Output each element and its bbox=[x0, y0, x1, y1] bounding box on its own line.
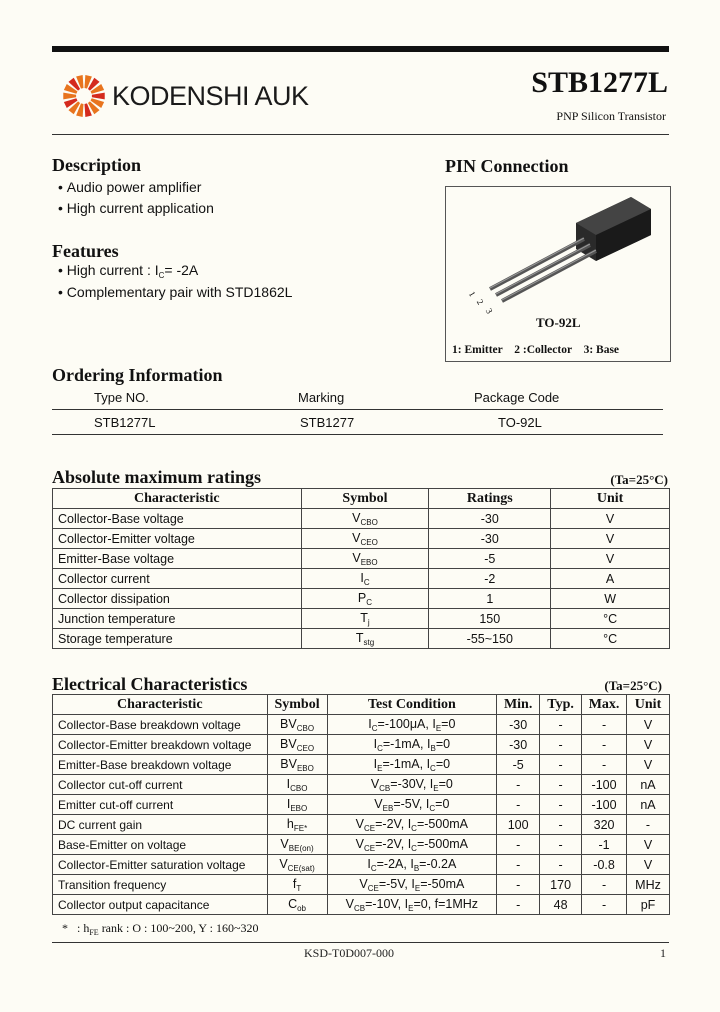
characteristic-cell: Emitter-Base breakdown voltage bbox=[53, 755, 268, 775]
symbol-cell: $BV_{CEO}$ bbox=[267, 735, 327, 755]
features-title: Features bbox=[52, 241, 119, 261]
ordering-package-value: TO-92L bbox=[498, 415, 542, 430]
column-header: Characteristic bbox=[53, 695, 268, 715]
table-row bbox=[53, 715, 670, 735]
abs-max-table bbox=[52, 488, 670, 649]
rating-cell: 1 bbox=[429, 589, 551, 609]
table-row bbox=[53, 549, 670, 569]
unit-cell: V bbox=[627, 715, 670, 735]
company-logo bbox=[62, 78, 309, 114]
min-cell: - bbox=[497, 835, 540, 855]
table-row bbox=[53, 589, 670, 609]
characteristic-cell: Base-Emitter on voltage bbox=[53, 835, 268, 855]
table-row bbox=[53, 815, 670, 835]
typ-cell: - bbox=[540, 855, 582, 875]
table-row bbox=[53, 875, 670, 895]
test-condition-cell: $V_{CE}=-2V$, $I_C=-500mA$ bbox=[327, 835, 497, 855]
max-cell: -1 bbox=[582, 835, 627, 855]
test-condition-cell: $I_C=-100\mu A$, $I_E=0$ bbox=[327, 715, 497, 735]
unit-cell: MHz bbox=[627, 875, 670, 895]
max-cell: - bbox=[582, 895, 627, 915]
ordering-marking-value: STB1277 bbox=[300, 415, 355, 430]
rating-cell: -2 bbox=[429, 569, 551, 589]
table-row bbox=[53, 835, 670, 855]
symbol-cell: $I_{CBO}$ bbox=[267, 775, 327, 795]
brand-name: KODENSHI AUK bbox=[112, 80, 309, 111]
symbol-cell: $h_{FE*}$ bbox=[267, 815, 327, 835]
part-subtitle: PNP Silicon Transistor bbox=[556, 109, 666, 123]
unit-cell: pF bbox=[627, 895, 670, 915]
test-condition-cell: $V_{EB}=-5V$, $I_C=0$ bbox=[327, 795, 497, 815]
min-cell: -5 bbox=[497, 755, 540, 775]
table-row bbox=[53, 629, 670, 649]
characteristic-cell: Storage temperature bbox=[53, 629, 302, 649]
characteristic-cell: Collector cut-off current bbox=[53, 775, 268, 795]
column-header: Symbol bbox=[267, 695, 327, 715]
table-header-row bbox=[53, 695, 670, 715]
column-header: Characteristic bbox=[53, 489, 302, 509]
min-cell: -30 bbox=[497, 735, 540, 755]
min-cell: - bbox=[497, 875, 540, 895]
table-header-row bbox=[53, 489, 670, 509]
typ-cell: - bbox=[540, 715, 582, 735]
test-condition-cell: $I_E=-1mA$, $I_C=0$ bbox=[327, 755, 497, 775]
characteristic-cell: Transition frequency bbox=[53, 875, 268, 895]
characteristic-cell: Junction temperature bbox=[53, 609, 302, 629]
typ-cell: - bbox=[540, 835, 582, 855]
pin-number: 1 bbox=[466, 289, 478, 299]
document-number: KSD-T0D007-000 bbox=[304, 946, 394, 960]
unit-cell: V bbox=[551, 549, 670, 569]
typ-cell: - bbox=[540, 755, 582, 775]
header-divider bbox=[52, 134, 669, 135]
elec-condition: (Ta=25°C) bbox=[604, 678, 662, 693]
table-row bbox=[53, 529, 670, 549]
table-row bbox=[53, 569, 670, 589]
footer-divider bbox=[52, 942, 669, 943]
test-condition-cell: $I_C=-1mA$, $I_B=0$ bbox=[327, 735, 497, 755]
symbol-cell: $C_{ob}$ bbox=[267, 895, 327, 915]
table-row bbox=[53, 755, 670, 775]
unit-cell: °C bbox=[551, 629, 670, 649]
min-cell: 100 bbox=[497, 815, 540, 835]
column-header: Max. bbox=[582, 695, 627, 715]
unit-cell: V bbox=[627, 755, 670, 775]
test-condition-cell: $V_{CE}=-5V$, $I_E=-50mA$ bbox=[327, 875, 497, 895]
test-condition-cell: $V_{CB}=-10V$, $I_E=0$, f=1MHz bbox=[327, 895, 497, 915]
unit-cell: A bbox=[551, 569, 670, 589]
characteristic-cell: Collector-Emitter saturation voltage bbox=[53, 855, 268, 875]
ordering-title: Ordering Information bbox=[52, 365, 223, 385]
part-number: STB1277L bbox=[531, 66, 668, 99]
unit-cell: V bbox=[551, 509, 670, 529]
symbol-cell: $BV_{EBO}$ bbox=[267, 755, 327, 775]
rating-cell: -5 bbox=[429, 549, 551, 569]
list-item: • High current : $I_C= -2A$ bbox=[58, 262, 292, 284]
symbol-cell: $V_{CEO}$ bbox=[301, 529, 429, 549]
top-rule bbox=[52, 46, 669, 52]
characteristic-cell: Collector output capacitance bbox=[53, 895, 268, 915]
pin-connection-title: PIN Connection bbox=[445, 156, 569, 176]
table-row bbox=[53, 795, 670, 815]
ordering-col-marking: Marking bbox=[298, 390, 345, 405]
max-cell: - bbox=[582, 715, 627, 735]
column-header: Unit bbox=[627, 695, 670, 715]
characteristic-cell: Collector-Base breakdown voltage bbox=[53, 715, 268, 735]
characteristic-cell: Emitter cut-off current bbox=[53, 795, 268, 815]
unit-cell: V bbox=[551, 529, 670, 549]
max-cell: - bbox=[582, 755, 627, 775]
page-number: 1 bbox=[660, 946, 666, 960]
column-header: Test Condition bbox=[327, 695, 497, 715]
unit-cell: °C bbox=[551, 609, 670, 629]
symbol-cell: $T_{stg}$ bbox=[301, 629, 429, 649]
table-row bbox=[53, 509, 670, 529]
table-row bbox=[53, 609, 670, 629]
min-cell: - bbox=[497, 775, 540, 795]
min-cell: -30 bbox=[497, 715, 540, 735]
list-item: • High current application bbox=[58, 198, 214, 219]
column-header: Unit bbox=[551, 489, 670, 509]
features-list bbox=[58, 262, 292, 301]
max-cell: - bbox=[582, 875, 627, 895]
column-header: Ratings bbox=[429, 489, 551, 509]
ordering-type-value: STB1277L bbox=[94, 415, 156, 430]
typ-cell: - bbox=[540, 815, 582, 835]
description-list bbox=[58, 177, 214, 219]
symbol-cell: $f_T$ bbox=[267, 875, 327, 895]
unit-cell: V bbox=[627, 855, 670, 875]
symbol-cell: $T_j$ bbox=[301, 609, 429, 629]
column-header: Symbol bbox=[301, 489, 429, 509]
list-item: • Audio power amplifier bbox=[58, 177, 214, 198]
table-row bbox=[53, 775, 670, 795]
table-row bbox=[53, 895, 670, 915]
max-cell: 320 bbox=[582, 815, 627, 835]
test-condition-cell: $V_{CB}=-30V$, $I_E=0$ bbox=[327, 775, 497, 795]
test-condition-cell: $V_{CE}=-2V$, $I_C=-500mA$ bbox=[327, 815, 497, 835]
min-cell: - bbox=[497, 795, 540, 815]
pin-diagram-box bbox=[445, 186, 671, 362]
pin-legend: 1: Emitter 2 :Collector 3: Base bbox=[452, 344, 620, 356]
sunburst-logo-icon bbox=[62, 74, 106, 118]
unit-cell: V bbox=[627, 835, 670, 855]
typ-cell: - bbox=[540, 795, 582, 815]
characteristic-cell: Collector-Emitter voltage bbox=[53, 529, 302, 549]
characteristic-cell: DC current gain bbox=[53, 815, 268, 835]
rating-cell: -30 bbox=[429, 529, 551, 549]
rating-cell: -55~150 bbox=[429, 629, 551, 649]
pin-number: 3 bbox=[483, 306, 495, 316]
characteristic-cell: Collector-Emitter breakdown voltage bbox=[53, 735, 268, 755]
max-cell: -100 bbox=[582, 795, 627, 815]
description-title: Description bbox=[52, 155, 141, 175]
pin-number: 2 bbox=[474, 297, 486, 307]
ordering-col-type: Type NO. bbox=[94, 390, 149, 405]
transistor-package-icon bbox=[446, 187, 670, 361]
characteristic-cell: Collector-Base voltage bbox=[53, 509, 302, 529]
typ-cell: 170 bbox=[540, 875, 582, 895]
rating-cell: -30 bbox=[429, 509, 551, 529]
unit-cell: nA bbox=[627, 795, 670, 815]
abs-max-title: Absolute maximum ratings bbox=[52, 467, 262, 487]
symbol-cell: $BV_{CBO}$ bbox=[267, 715, 327, 735]
symbol-cell: $P_C$ bbox=[301, 589, 429, 609]
max-cell: - bbox=[582, 735, 627, 755]
max-cell: -0.8 bbox=[582, 855, 627, 875]
unit-cell: nA bbox=[627, 775, 670, 795]
unit-cell: V bbox=[627, 735, 670, 755]
unit-cell: W bbox=[551, 589, 670, 609]
typ-cell: - bbox=[540, 775, 582, 795]
elec-title: Electrical Characteristics bbox=[52, 674, 248, 694]
max-cell: -100 bbox=[582, 775, 627, 795]
list-item: • Complementary pair with STD1862L bbox=[58, 284, 292, 301]
table-row bbox=[53, 735, 670, 755]
column-header: Min. bbox=[497, 695, 540, 715]
symbol-cell: $V_{CBO}$ bbox=[301, 509, 429, 529]
min-cell: - bbox=[497, 855, 540, 875]
symbol-cell: $V_{EBO}$ bbox=[301, 549, 429, 569]
package-label: TO-92L bbox=[536, 315, 581, 330]
elec-table bbox=[52, 694, 670, 915]
ordering-col-package: Package Code bbox=[474, 390, 560, 405]
symbol-cell: $I_C$ bbox=[301, 569, 429, 589]
rating-cell: 150 bbox=[429, 609, 551, 629]
characteristic-cell: Emitter-Base voltage bbox=[53, 549, 302, 569]
footnote: * : $h_{FE}$ rank : O : 100~200, Y : 160~320 bbox=[62, 921, 259, 937]
symbol-cell: $I_{EBO}$ bbox=[267, 795, 327, 815]
ordering-divider bbox=[52, 409, 663, 410]
test-condition-cell: $I_C=-2A$, $I_B=-0.2A$ bbox=[327, 855, 497, 875]
unit-cell: - bbox=[627, 815, 670, 835]
min-cell: - bbox=[497, 895, 540, 915]
characteristic-cell: Collector dissipation bbox=[53, 589, 302, 609]
symbol-cell: $V_{CE(sat)}$ bbox=[267, 855, 327, 875]
ordering-divider bbox=[52, 434, 663, 435]
column-header: Typ. bbox=[540, 695, 582, 715]
typ-cell: 48 bbox=[540, 895, 582, 915]
abs-max-condition: (Ta=25°C) bbox=[610, 472, 668, 487]
typ-cell: - bbox=[540, 735, 582, 755]
symbol-cell: $V_{BE(on)}$ bbox=[267, 835, 327, 855]
characteristic-cell: Collector current bbox=[53, 569, 302, 589]
table-row bbox=[53, 855, 670, 875]
